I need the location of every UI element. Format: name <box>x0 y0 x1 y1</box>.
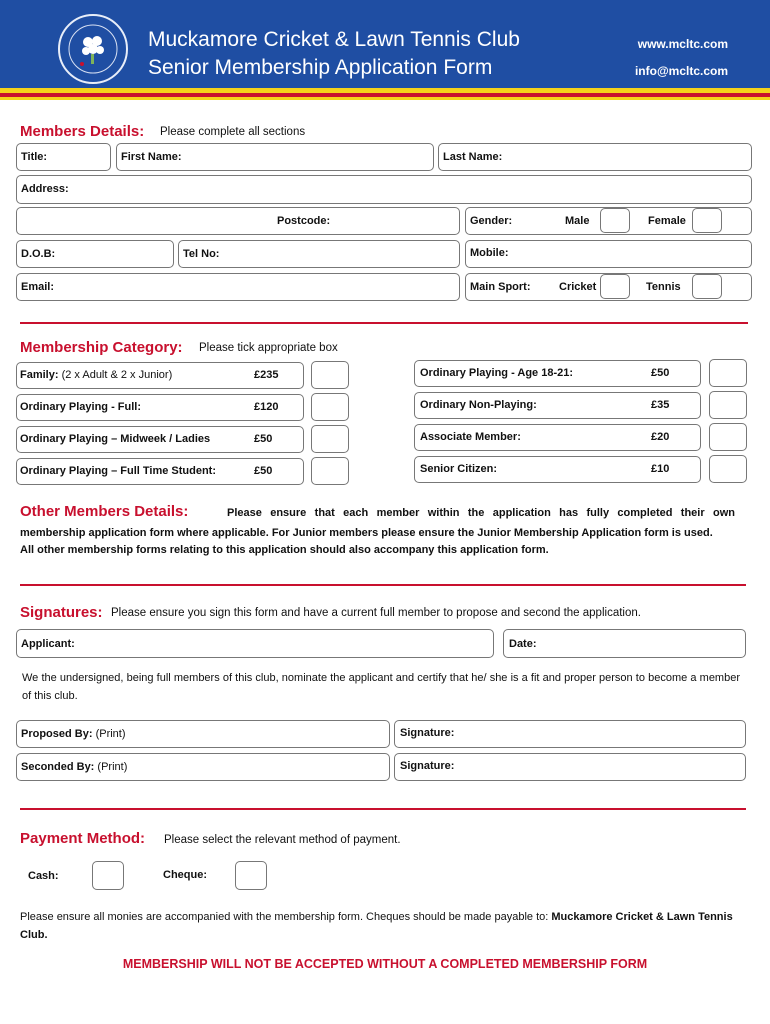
category-midweek-price: £50 <box>254 433 273 445</box>
email-label: Email: <box>21 281 55 293</box>
section-divider <box>20 808 746 810</box>
date-field[interactable] <box>503 629 746 658</box>
category-ordinary-full-checkbox[interactable] <box>311 393 349 421</box>
category-family-price: £235 <box>254 369 279 381</box>
category-ordinary-full-label: Ordinary Playing - Full: <box>20 401 142 413</box>
category-senior-citizen-label: Senior Citizen: <box>420 463 498 475</box>
payment-heading: Payment Method: <box>20 830 146 847</box>
club-name: Muckamore Cricket & Lawn Tennis Club <box>148 28 520 51</box>
category-ordinary-full-row <box>16 394 304 421</box>
title-label: Title: <box>21 151 48 163</box>
membership-warning: MEMBERSHIP WILL NOT BE ACCEPTED WITHOUT A COMPLETED MEMBERSHIP FORM <box>122 957 648 971</box>
cheque-label: Cheque: <box>163 869 207 881</box>
postcode-field[interactable] <box>16 207 460 235</box>
declaration-text: We the undersigned, being full members of this club, nominate the applicant and certify that he/ she is a fit and proper person to become a member of this club. <box>22 672 740 702</box>
payee-name: Muckamore Cricket & Lawn Tennis Club. <box>20 911 733 941</box>
signatures-note: Please ensure you sign this form and have a current full member to propose and second the application. <box>111 607 641 619</box>
first-name-label: First Name: <box>121 151 182 163</box>
category-non-playing-label: Ordinary Non-Playing: <box>420 399 537 411</box>
category-family-label: Family: (2 x Adult & 2 x Junior) <box>20 369 173 381</box>
members-details-note: Please complete all sections <box>160 126 306 138</box>
membership-category-heading: Membership Category: <box>20 339 183 356</box>
category-midweek-row <box>16 426 304 453</box>
category-non-playing-checkbox[interactable] <box>709 391 747 419</box>
tel-label: Tel No: <box>183 248 220 260</box>
tel-field[interactable] <box>178 240 460 268</box>
gender-female-checkbox[interactable] <box>692 208 722 233</box>
category-age-18-21-price: £50 <box>651 367 670 379</box>
dob-label: D.O.B: <box>21 248 56 260</box>
category-associate-label: Associate Member: <box>420 431 521 443</box>
membership-category-note: Please tick appropriate box <box>199 342 338 354</box>
page-header <box>0 0 770 88</box>
proposed-by-field[interactable] <box>16 720 390 748</box>
seconder-signature-label: Signature: <box>400 760 455 772</box>
category-senior-citizen-row <box>414 456 701 483</box>
other-members-text-1: Please ensure that each member within the application has fully completed their own <box>227 507 735 519</box>
category-midweek-label: Ordinary Playing – Midweek / Ladies <box>20 433 211 445</box>
male-label: Male <box>565 215 590 227</box>
payment-instructions: Please ensure all monies are accompanied with the membership form. Cheques should be made payable to: Muckamore Cricket & Lawn Tennis Club. <box>20 911 733 941</box>
other-members-text-3: All other membership forms relating to this application should also accompany this application form. <box>20 544 549 556</box>
seconded-by-field[interactable] <box>16 753 390 781</box>
female-label: Female <box>648 215 686 227</box>
gender-label: Gender: <box>470 215 513 227</box>
applicant-field[interactable] <box>16 629 494 658</box>
category-non-playing-price: £35 <box>651 399 670 411</box>
other-members-heading: Other Members Details: <box>20 503 189 520</box>
tennis-label: Tennis <box>646 281 681 293</box>
category-student-label: Ordinary Playing – Full Time Student: <box>20 465 216 477</box>
members-details-heading: Members Details: <box>20 123 145 140</box>
mobile-field[interactable] <box>465 240 752 268</box>
category-midweek-checkbox[interactable] <box>311 425 349 453</box>
applicant-label: Applicant: <box>21 638 75 650</box>
category-ordinary-full-price: £120 <box>254 401 279 413</box>
cheque-checkbox[interactable] <box>235 861 267 890</box>
sport-tennis-checkbox[interactable] <box>692 274 722 299</box>
email-link[interactable]: info@mcltc.com <box>634 64 728 78</box>
category-age-18-21-row <box>414 360 701 387</box>
category-student-row <box>16 458 304 485</box>
cash-checkbox[interactable] <box>92 861 124 890</box>
category-family-row <box>16 362 304 389</box>
signatures-heading: Signatures: <box>20 604 103 621</box>
last-name-field[interactable] <box>438 143 752 171</box>
category-student-checkbox[interactable] <box>311 457 349 485</box>
category-student-price: £50 <box>254 465 273 477</box>
proposer-signature-field[interactable] <box>394 720 746 748</box>
gender-male-checkbox[interactable] <box>600 208 630 233</box>
club-crest-logo <box>58 14 128 84</box>
website-link[interactable]: www.mcltc.com <box>637 37 728 51</box>
category-age-18-21-label: Ordinary Playing - Age 18-21: <box>420 367 574 379</box>
mobile-label: Mobile: <box>470 247 509 259</box>
first-name-field[interactable] <box>116 143 434 171</box>
proposed-by-label: Proposed By: (Print) <box>21 728 126 740</box>
last-name-label: Last Name: <box>443 151 503 163</box>
postcode-label: Postcode: <box>277 215 331 227</box>
date-label: Date: <box>509 638 537 650</box>
category-associate-checkbox[interactable] <box>709 423 747 451</box>
category-family-checkbox[interactable] <box>311 361 349 389</box>
dob-field[interactable] <box>16 240 174 268</box>
category-associate-row <box>414 424 701 451</box>
cash-label: Cash: <box>28 870 59 882</box>
other-members-text-2: membership application form where applicable. For Junior members please ensure the Junior Membership Application form is used. <box>20 527 713 539</box>
seconder-signature-field[interactable] <box>394 753 746 781</box>
category-non-playing-row <box>414 392 701 419</box>
cricket-label: Cricket <box>559 281 597 293</box>
header-stripe-yellow-lower <box>0 97 770 100</box>
sport-cricket-checkbox[interactable] <box>600 274 630 299</box>
section-divider <box>20 584 746 586</box>
email-field[interactable] <box>16 273 460 301</box>
category-associate-price: £20 <box>651 431 670 443</box>
form-title: Senior Membership Application Form <box>148 56 493 79</box>
proposer-signature-label: Signature: <box>400 727 455 739</box>
section-divider <box>20 322 748 324</box>
payment-note: Please select the relevant method of payment. <box>164 834 401 846</box>
category-age-18-21-checkbox[interactable] <box>709 359 747 387</box>
category-senior-citizen-price: £10 <box>651 463 670 475</box>
main-sport-label: Main Sport: <box>470 281 531 293</box>
category-senior-citizen-checkbox[interactable] <box>709 455 747 483</box>
address-label: Address: <box>21 183 69 195</box>
address-field[interactable] <box>16 175 752 204</box>
title-field[interactable] <box>16 143 111 171</box>
seconded-by-label: Seconded By: (Print) <box>21 761 128 773</box>
